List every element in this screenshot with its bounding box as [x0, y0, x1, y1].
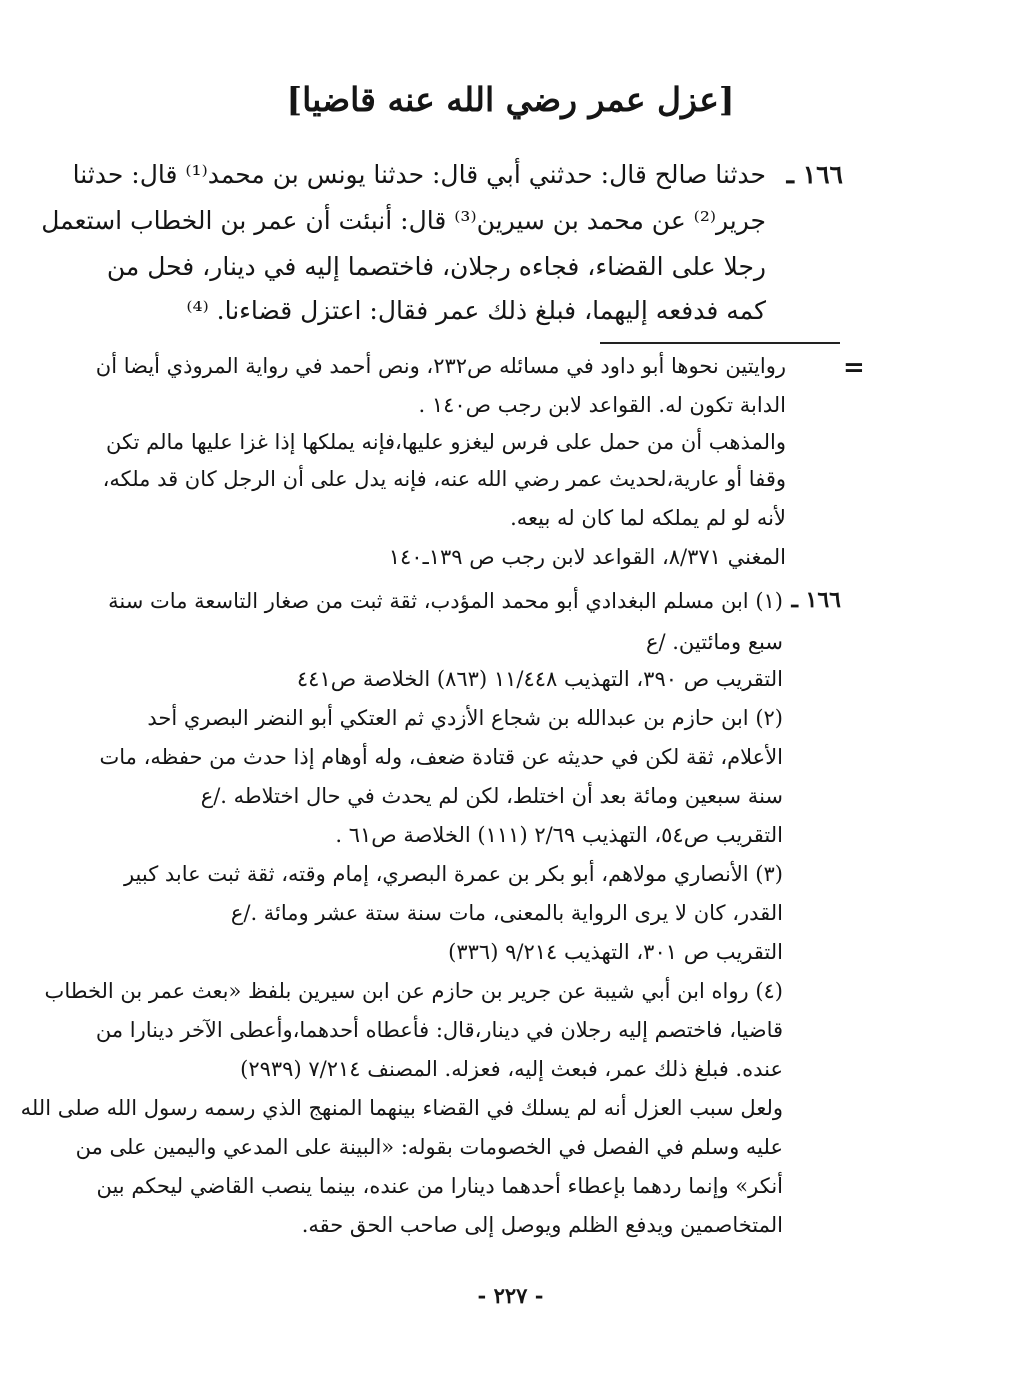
hadith-number: ١٦٦ ـ — [786, 160, 843, 189]
footnote-line: التقريب ص٥٤، التهذيب ٢/٦٩ (١١١) الخلاصة ص٦١ . — [335, 823, 783, 847]
footnote-line: التقريب ص ٣٩٠، التهذيب ١١/٤٤٨ (٨٦٣) الخلاصة ص٤٤١ — [296, 667, 783, 691]
footnote-line: المتخاصمين ويدفع الظلم ويوصل إلى صاحب الحق حقه. — [301, 1213, 783, 1237]
footnote-line: لأنه لو لم يملكه لما كان له بيعه. — [510, 506, 786, 530]
hadith-line: حدثنا صالح قال: حدثني أبي قال: حدثنا يونس بن محمد⁽¹⁾ قال: حدثنا — [72, 160, 766, 189]
footnote-line: روايتين نحوها أبو داود في مسائله ص٢٣٢، ونص أحمد في رواية المروذي أيضا أن — [95, 354, 786, 378]
footnote-line: الأعلام، ثقة لكن في حديثه عن قتادة ضعف، وله أوهام إذا حدث من حفظه، مات — [99, 745, 783, 769]
footnote-line: المغني ٨/٣٧١، القواعد لابن رجب ص ١٣٩ـ١٤٠ — [388, 545, 786, 569]
footnote-line: عليه وسلم في الفصل في الخصومات بقوله: «البينة على المدعي واليمين على من — [75, 1135, 783, 1159]
page-heading: [عزل عمر رضي الله عنه قاضيا] — [286, 80, 735, 119]
hadith-line: رجلا على القضاء، فجاءه رجلان، فاختصما إليه في دينار، فحل من — [106, 252, 766, 281]
continuation-mark: = — [843, 353, 865, 383]
footnote-line: وقفا أو عارية،لحديث عمر رضي الله عنه، فإنه يدل على أن الرجل كان قد ملكه، — [102, 467, 786, 491]
hadith-line: كمه فدفعه إليهما، فبلغ ذلك عمر فقال: اعتزل قضاءنا. ⁽⁴⁾ — [186, 296, 766, 325]
footnote-line: أنكر» وإنما ردهما بإعطاء أحدهما دينارا من عنده، بينما ينصب القاضي ليحكم بين — [96, 1174, 783, 1198]
footnote-line: (٣) الأنصاري مولاهم، أبو بكر بن عمرة البصري، إمام وقته، ثقة ثبت عابد كبير — [123, 862, 783, 886]
footnote-line: سبع ومائتين. /ع — [645, 630, 783, 654]
footnote-line: ولعل سبب العزل أنه لم يسلك في القضاء بينهما المنهج الذي رسمه رسول الله صلى الله — [20, 1096, 783, 1120]
footnote-line: قاضيا، فاختصم إليه رجلان في دينار،قال: فأعطاه أحدهما،وأعطى الآخر دينارا من — [95, 1018, 783, 1042]
page-number: - ٢٢٧ - — [477, 1283, 544, 1308]
hadith-line: جرير⁽²⁾ عن محمد بن سيرين⁽³⁾ قال: أنبئت أن عمر بن الخطاب استعمل — [41, 206, 766, 235]
footnote-line: (١) ابن مسلم البغدادي أبو محمد المؤدب، ثقة ثبت من صغار التاسعة مات سنة — [108, 589, 783, 613]
footnote-line: سنة سبعين ومائة بعد أن اختلط، لكن لم يحدث في حال اختلاطه ./ع — [200, 784, 783, 808]
footnote-line: عنده. فبلغ ذلك عمر، فبعث إليه، فعزله. المصنف ٧/٢١٤ (٢٩٣٩) — [240, 1057, 783, 1081]
footnote-line: (٢) ابن حازم بن عبدالله بن شجاع الأزدي ثم العتكي أبو النضر البصري أحد — [147, 706, 783, 730]
footnote-line: والمذهب أن من حمل على فرس ليغزو عليها،فإنه يملكها إذا غزا عليها مالم تكن — [106, 430, 786, 454]
footnote-line: التقريب ص ٣٠١، التهذيب ٩/٢١٤ (٣٣٦) — [448, 940, 783, 964]
separator-rule — [600, 342, 840, 344]
footnote-block-number: ١٦٦ ـ — [791, 587, 841, 613]
footnote-line: (٤) رواه ابن أبي شيبة عن جرير بن حازم عن ابن سيرين بلفظ «بعث عمر بن الخطاب — [44, 979, 783, 1003]
footnote-line: القدر، كان لا يرى الرواية بالمعنى، مات سنة ستة عشر ومائة ./ع — [230, 901, 783, 925]
footnote-line: الدابة تكون له. القواعد لابن رجب ص١٤٠ . — [418, 393, 786, 417]
